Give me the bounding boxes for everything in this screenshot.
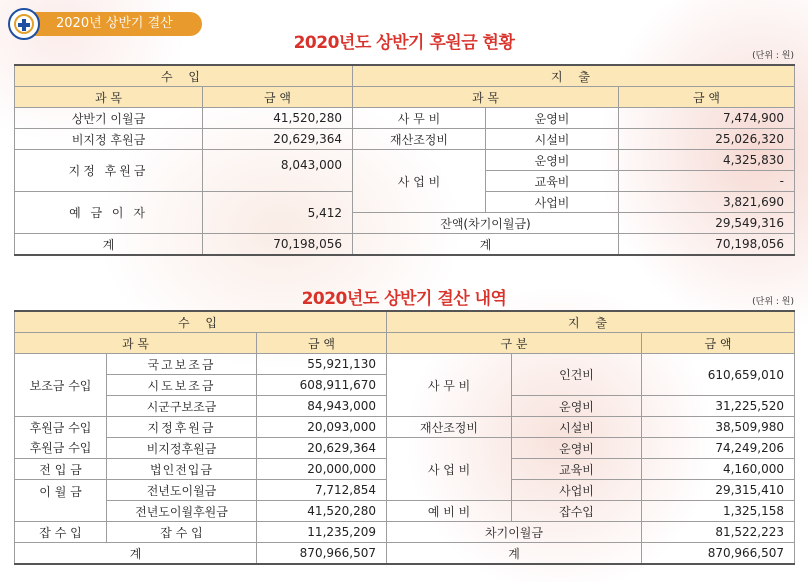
exp-item: 교육비 xyxy=(486,171,619,192)
income-label: 예 금 이 자 xyxy=(15,192,203,234)
section1-title: 2020년도 상반기 후원금 현황 xyxy=(293,33,515,53)
income-item: 비지정후원금 xyxy=(107,438,257,459)
exp-amount: 610,659,010 xyxy=(642,354,795,396)
exp-item: 운영비 xyxy=(486,150,619,171)
exp-business: 사 업 비 xyxy=(353,150,486,213)
group-subsidy: 보조금 수입 xyxy=(15,354,107,417)
exp-col-amount: 금 액 xyxy=(619,87,795,108)
total-expense: 70,198,056 xyxy=(619,234,795,256)
group-misc: 잡 수 입 xyxy=(15,522,107,543)
exp-amount: - xyxy=(619,171,795,192)
exp-item: 운영비 xyxy=(512,438,642,459)
total-expense: 870,966,507 xyxy=(642,543,795,565)
col-subject: 과 목 xyxy=(15,87,203,108)
income-item: 법인전입금 xyxy=(107,459,257,480)
total-income: 70,198,056 xyxy=(203,234,353,256)
exp-amount: 4,325,830 xyxy=(619,150,795,171)
donation-status-table xyxy=(14,64,795,256)
exp-item: 시설비 xyxy=(512,417,642,438)
exp-office: 사 무 비 xyxy=(387,354,512,417)
total-label: 계 xyxy=(15,543,257,565)
group-carryover: 이 월 금 xyxy=(15,480,107,522)
income-item: 전년도이월후원금 xyxy=(107,501,257,522)
next-carry-label: 차기이월금 xyxy=(387,522,642,543)
section1-unit: (단위 : 원) xyxy=(752,51,794,61)
income-amount: 55,921,130 xyxy=(257,354,387,375)
income-label: 비지정 후원금 xyxy=(15,129,203,150)
exp-item: 운영비 xyxy=(486,108,619,129)
exp-col-amount: 금 액 xyxy=(642,333,795,354)
badge-label: 2020년 상반기 결산 xyxy=(30,12,202,36)
exp-amount: 31,225,520 xyxy=(642,396,795,417)
exp-amount: 1,325,158 xyxy=(642,501,795,522)
income-amount: 20,000,000 xyxy=(257,459,387,480)
next-carry-amount: 81,522,223 xyxy=(642,522,795,543)
income-amount: 608,911,670 xyxy=(257,375,387,396)
col-amount: 금 액 xyxy=(257,333,387,354)
exp-item: 잡수입 xyxy=(512,501,642,522)
group-donation: 후원금 수입 xyxy=(15,417,107,438)
income-amount: 41,520,280 xyxy=(203,108,353,129)
exp-adjust: 재산조정비 xyxy=(353,129,486,150)
total-income: 870,966,507 xyxy=(257,543,387,565)
income-amount: 7,712,854 xyxy=(257,480,387,501)
exp-amount: 7,474,900 xyxy=(619,108,795,129)
exp-office: 사 무 비 xyxy=(353,108,486,129)
balance-amount: 29,549,316 xyxy=(619,213,795,234)
income-item: 시도보조금 xyxy=(107,375,257,396)
income-amount: 5,412 xyxy=(203,192,353,234)
income-item: 지정후원금 xyxy=(107,417,257,438)
income-amount: 20,629,364 xyxy=(203,129,353,150)
total-label: 계 xyxy=(387,543,642,565)
income-item: 전년도이월금 xyxy=(107,480,257,501)
balance-label: 잔액(차기이월금) xyxy=(353,213,619,234)
income-item: 시군구보조금 xyxy=(107,396,257,417)
exp-item: 사업비 xyxy=(486,192,619,213)
income-amount: 20,629,364 xyxy=(257,438,387,459)
exp-col-division: 구 분 xyxy=(387,333,642,354)
income-label: 상반기 이월금 xyxy=(15,108,203,129)
total-label: 계 xyxy=(15,234,203,256)
exp-amount: 4,160,000 xyxy=(642,459,795,480)
income-amount: 11,235,209 xyxy=(257,522,387,543)
income-item: 국고보조금 xyxy=(107,354,257,375)
exp-item: 교육비 xyxy=(512,459,642,480)
income-amount: 20,093,000 xyxy=(257,417,387,438)
exp-item: 사업비 xyxy=(512,480,642,501)
settlement-detail-table xyxy=(14,310,795,565)
exp-business: 사 업 비 xyxy=(387,438,512,501)
section2-title: 2020년도 상반기 결산 내역 xyxy=(301,289,507,309)
exp-amount: 74,249,206 xyxy=(642,438,795,459)
exp-adjust: 재산조정비 xyxy=(387,417,512,438)
section2-unit: (단위 : 원) xyxy=(752,297,794,307)
income-header: 수 입 xyxy=(15,311,387,333)
exp-amount: 25,026,320 xyxy=(619,129,795,150)
expense-header: 지 출 xyxy=(387,311,795,333)
income-header: 수 입 xyxy=(15,65,353,87)
exp-amount: 3,821,690 xyxy=(619,192,795,213)
exp-item: 시설비 xyxy=(486,129,619,150)
expense-header: 지 출 xyxy=(353,65,795,87)
exp-item: 인건비 xyxy=(512,354,642,396)
exp-amount: 29,315,410 xyxy=(642,480,795,501)
col-amount: 금 액 xyxy=(203,87,353,108)
income-amount: 84,943,000 xyxy=(257,396,387,417)
exp-reserve: 예 비 비 xyxy=(387,501,512,522)
total-label: 계 xyxy=(353,234,619,256)
income-amount: 8,043,000 xyxy=(203,150,353,192)
exp-item: 운영비 xyxy=(512,396,642,417)
income-label: 지정 후원금 xyxy=(15,150,203,192)
exp-amount: 38,509,980 xyxy=(642,417,795,438)
group-donation: 후원금 수입 xyxy=(15,438,107,459)
income-item: 잡 수 입 xyxy=(107,522,257,543)
group-transfer: 전 입 금 xyxy=(15,459,107,480)
col-subject: 과 목 xyxy=(15,333,257,354)
income-amount: 41,520,280 xyxy=(257,501,387,522)
exp-col-subject: 과 목 xyxy=(353,87,619,108)
